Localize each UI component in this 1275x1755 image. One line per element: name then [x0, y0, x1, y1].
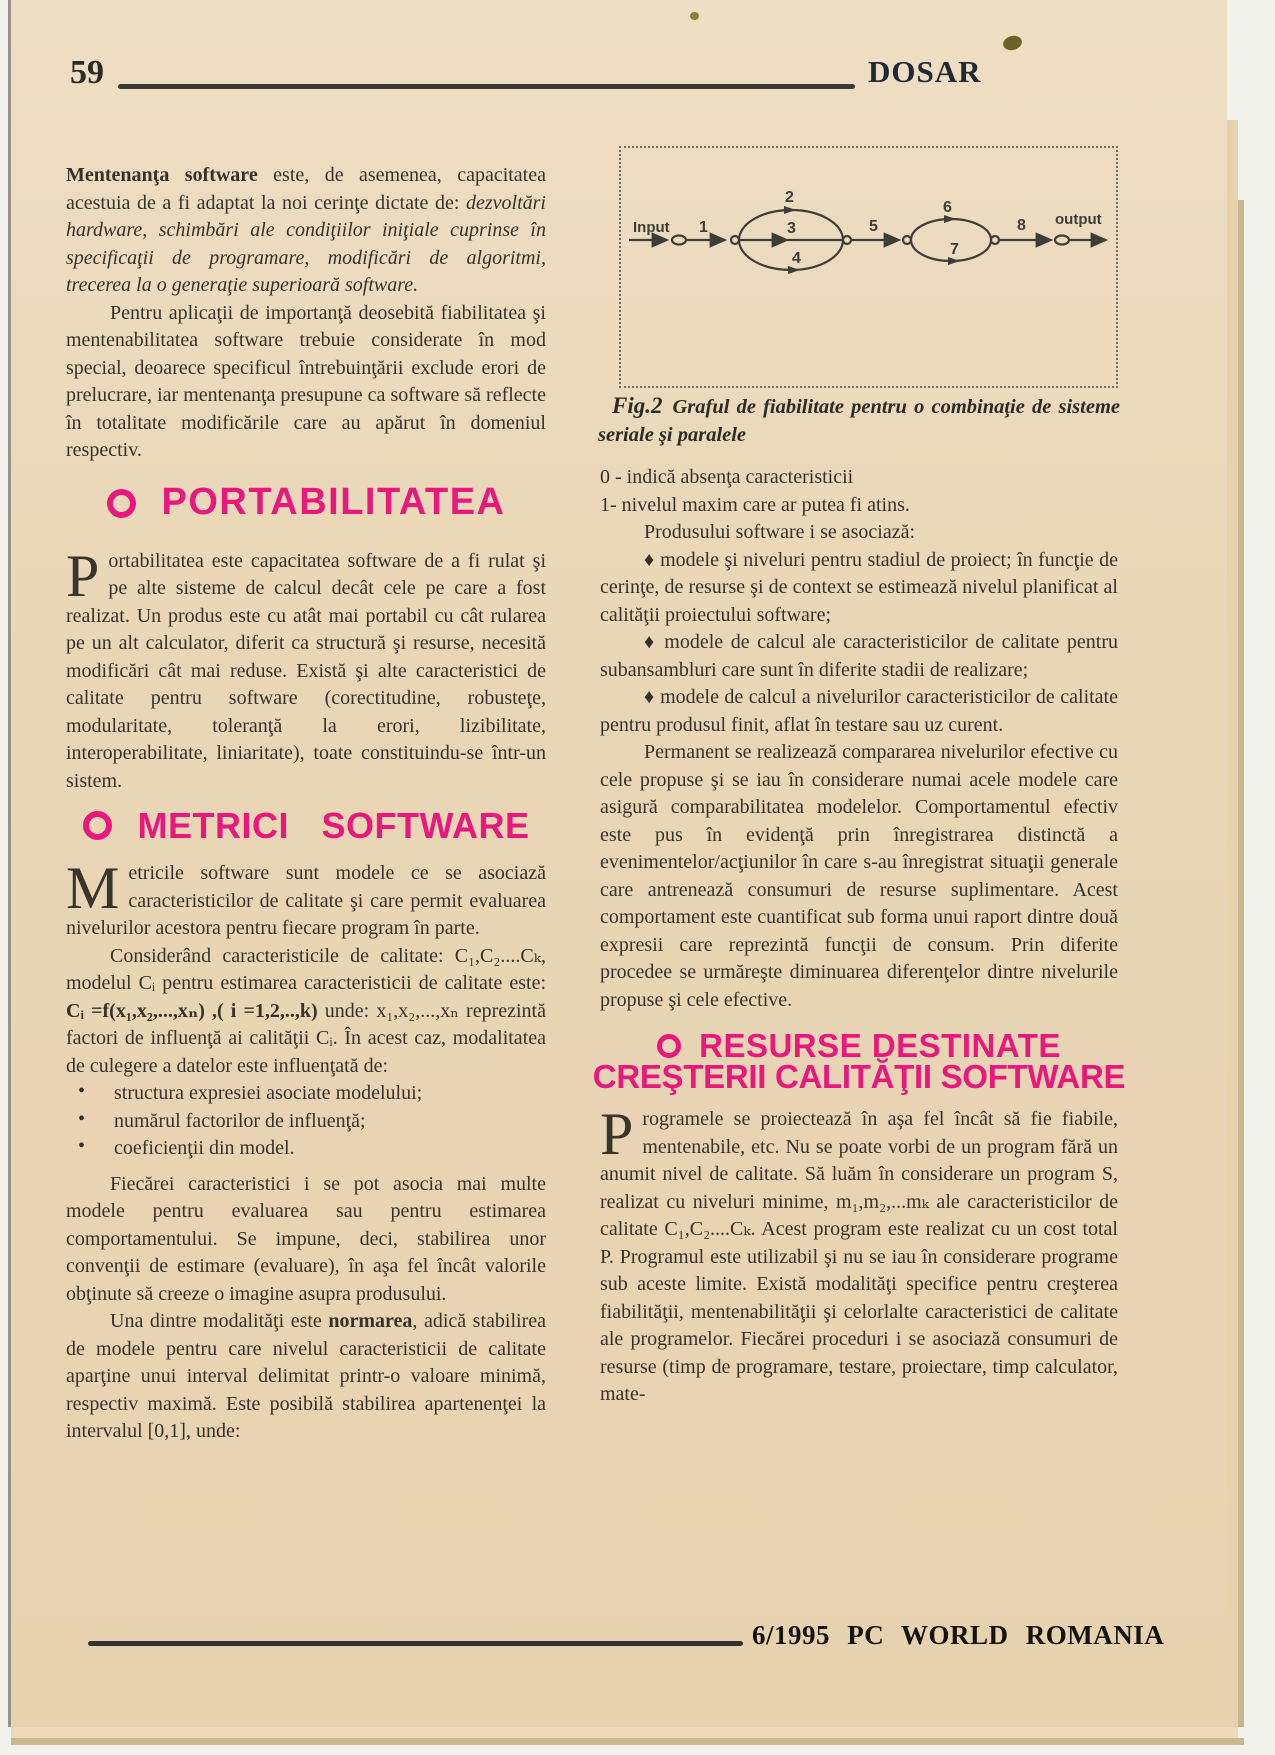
- ring-bullet-icon: [657, 1034, 681, 1058]
- paragraph-metricile: Metricile software sunt modele ce se asociază caracteristicilor de calitate şi care permit evaluarea nivelurilor acestora pentru fiecare program în parte.: [66, 855, 546, 939]
- figure-2-box: [619, 146, 1118, 388]
- edge-label: 7: [950, 241, 959, 258]
- heading-row: [657, 1027, 1061, 1064]
- drop-cap: M: [66, 855, 120, 921]
- diamond-item: ♦ modele de calcul a nivelurilor caracteristicilor de calitate pentru produsul finit, aflat în testare sau uz curent.: [600, 686, 1118, 736]
- scale-item-0: 0 - indică absenţa caracteristicii: [600, 466, 854, 488]
- reliability-graph: [621, 148, 1116, 382]
- footer-rule: [88, 1641, 743, 1646]
- paragraph-programele: Programele se proiectează în aşa fel încât să fie fiabile, mentenabile, etc. Nu se poate vorbi de un program fără un anumit nivel de calitate. Să luăm în considerare un program S, realizat cu niveluri minime, m₁,m₂,...mₖ ale caracteristicilor de calitate C₁,C₂....Cₖ. Acest program este realizat cu un cost total P. Programul este utilizabil şi nu se iau în considerare programe sub aceste limite. Există modalităţi specifice pentru creşterea fiabilităţii, mentenabilităţii şi celorlalte caracteristici de calitate ale programelor. Fiecărei proceduri i se asociază consumuri de resurse (timp de programare, testare, proiectare, timp calculator, mate-: [600, 1101, 1118, 1405]
- diamond-item: ♦ modele şi niveluri pentru stadiul de proiect; în funcţie de cerinţe, de resurse şi de context se estimează nivelul planificat al calităţii proiectului software;: [600, 548, 1118, 626]
- edge-label: 2: [785, 189, 794, 206]
- bullet-list-item: [66, 1135, 546, 1163]
- heading-text-line2: CREŞTERII CALITĂŢII SOFTWARE: [592, 1057, 1126, 1095]
- edge-label: 1: [699, 219, 708, 236]
- heading-text: METRICI SOFTWARE: [137, 804, 530, 846]
- bullet-list-item: [66, 1108, 546, 1136]
- bullet-text: structura expresiei asociate modelului;: [114, 1082, 423, 1104]
- edge-label: 8: [1017, 217, 1026, 234]
- bullet-icon: •: [78, 1080, 86, 1102]
- heading-text: PORTABILITATEA: [161, 481, 506, 524]
- edge-label: 3: [787, 220, 796, 237]
- section-title: DOSAR: [868, 54, 982, 89]
- page-edge-bottom: [11, 1727, 1238, 1738]
- paragraph-pentru-aplicatii: Pentru aplicaţii de importanţă deosebită fiabilitatea şi mentenabilitatea software trebuie considerate în mod special, deoarece specificul întrebuinţării exclude erori de prelucrare, iar mentenanţa presupune ca software să reflecte în totalitate modificările care au apărut în domeniul respectiv.: [66, 301, 546, 461]
- drop-cap: P: [600, 1101, 634, 1167]
- paragraph-produsului: Produsului software i se asociază:: [644, 521, 916, 543]
- drop-cap: P: [66, 542, 100, 609]
- bullet-icon: •: [78, 1135, 86, 1157]
- figure-caption-label: Fig.2: [612, 393, 663, 418]
- column-left: [66, 148, 546, 1446]
- graph-labels: [633, 189, 1102, 267]
- paragraph-considerand: Considerând caracteristicile de calitate: C₁,C₂....Cₖ, modelul Cᵢ pentru estimarea caracteristicii de calitate este: Cᵢ =f(x₁,x₂,...,xₙ) ,( i =1,2,..,k) unde: x₁,x₂,...,xₙ reprezintă factori de influenţă ai calităţii Cᵢ. În acest caz, modalitatea de culegere a datelor este influenţată de:: [66, 944, 546, 1077]
- input-label: Input: [633, 219, 670, 236]
- column-right: [592, 464, 1126, 1409]
- edge-label: 4: [792, 250, 801, 267]
- header-rule: [118, 84, 855, 89]
- heading-resurse-destinate: [592, 1027, 1126, 1095]
- footer-magazine-title: 6/1995 PC WORLD ROMANIA: [752, 1620, 1165, 1650]
- paragraph-portabilitatea: Portabilitatea este capacitatea software de a fi rulat şi pe alte sisteme de calcul decât cele pe care a fost realizat. Un produs este cu atât mai portabil cu cât rularea pe un alt calculator, diferit ca structură şi resurse, necesită modificări cât mai reduse. Există şi alte caracteristici de calitate pentru software (corectitudine, robusteţe, modularitate, toleranţă la erori, lizibilitate, interoperabilitate, liniaritate), toate constituindu-se într-un sistem.: [66, 542, 546, 792]
- heading-metrici-software: [66, 804, 546, 846]
- ring-bullet-icon: [83, 811, 112, 840]
- bullet-text: coeficienţii din model.: [114, 1137, 295, 1159]
- figure-caption-text: Graful de fiabilitate pentru o combinaţie de sisteme seriale şi paralele: [598, 396, 1120, 446]
- heading-portabilitatea: [66, 481, 546, 524]
- graph-edges: [629, 206, 1106, 274]
- edge-label: 6: [943, 199, 952, 216]
- edge-label: 5: [869, 218, 878, 235]
- page-edge-right-shadow: [1238, 200, 1244, 1727]
- diamond-item: ♦ modele de calcul ale caracteristicilor de calitate pentru subansambluri care sunt în diferite stadii de realizare;: [600, 631, 1118, 681]
- bullet-icon: •: [78, 1107, 86, 1130]
- paragraph-mentenanta: Mentenanţa software este, de asemenea, capacitatea acestuia de a fi adaptat la noi cerinţe dictate de: dezvoltări hardware, schimbări ale condiţiilor iniţiale cuprinse în specificaţii de programare, modificări de algoritmi, trecerea la o generaţie superioară software.: [66, 164, 546, 296]
- page-edge-right: [1227, 120, 1238, 1727]
- figure-caption: [598, 392, 1120, 449]
- bullet-list-item: [66, 1080, 546, 1108]
- ring-bullet-icon: [107, 489, 136, 518]
- page-number: 59: [70, 54, 104, 91]
- paragraph-permanent: Permanent se realizează compararea nivelurilor efective cu cele propuse şi se iau în considerare numai acele modele care asigură comparabilitatea modelelor. Comportamentul efectiv este pus în evidenţă prin înregistrarea distinctă a evenimentelor/acţiunilor în care s-au înregistrat situaţii generale care antrenează consumuri de resurse suplimentare. Acest comportament este cuantificat sub forma unui raport dintre două expresii care reprezintă funcţii de consum. Prin diferite procedee se urmăreşte diminuarea diferenţelor dintre nivelurile propuse şi cele efective.: [600, 741, 1118, 1011]
- paragraph-normarea: Una dintre modalităţi este normarea, adică stabilirea de modele pentru care nivelul caracteristicii de calitate aparţine unui interval delimitat printr-o valoare minimă, respectiv maximă. Este posibilă stabilirea apartenenţei la intervalul [0,1], unde:: [66, 1310, 546, 1442]
- heading-text-line1: RESURSE DESTINATE: [699, 1027, 1061, 1064]
- scale-item-1: 1- nivelul maxim care ar putea fi atins.: [600, 493, 910, 516]
- page-edge-bottom-shadow: [11, 1738, 1244, 1745]
- paragraph-fiecarei: Fiecărei caracteristici i se pot asocia mai multe modele pentru evaluarea sau pentru estimarea comportamentului. Se impune, deci, stabilirea unor convenţii de estimare (evaluare), în aşa fel încât valorile obţinute să creeze o imagine asupra produsului.: [66, 1172, 546, 1305]
- scan-speck-small: [690, 12, 699, 20]
- output-label: output: [1055, 211, 1102, 228]
- bullet-text: numărul factorilor de influenţă;: [114, 1109, 366, 1132]
